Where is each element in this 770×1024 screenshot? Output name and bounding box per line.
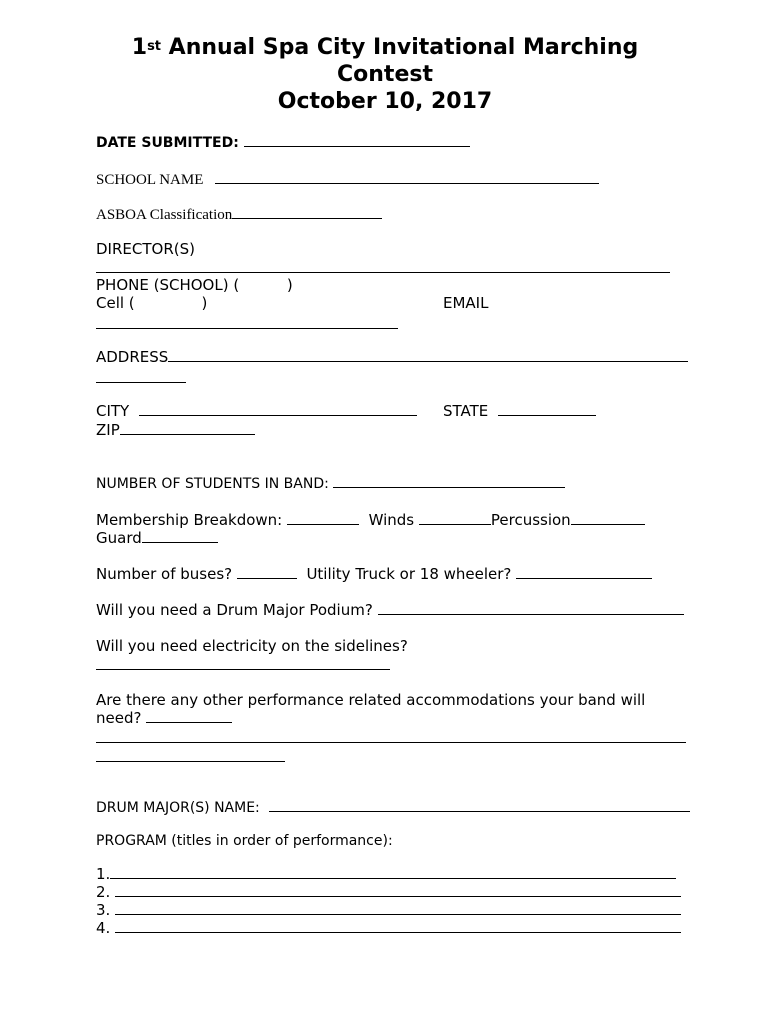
school-name-row xyxy=(96,170,599,189)
program-item-2: 2. xyxy=(96,883,681,901)
students-row xyxy=(96,474,565,493)
winds-label: Winds xyxy=(368,511,415,529)
email-field[interactable] xyxy=(96,328,398,329)
guard-row xyxy=(96,529,218,547)
accommodations-row xyxy=(96,709,232,727)
phone-school-area-code-field[interactable] xyxy=(239,276,287,294)
electricity-label: Will you need electricity on the sidelines? xyxy=(96,637,408,655)
electricity-field[interactable] xyxy=(96,669,390,670)
guard-field[interactable] xyxy=(142,529,218,543)
drum-major-label: DRUM MAJOR(S) NAME: xyxy=(96,800,260,816)
guard-label: Guard xyxy=(96,529,142,547)
membership-row xyxy=(96,511,645,529)
asboa-field[interactable] xyxy=(232,205,382,219)
directors-label: DIRECTOR(S) xyxy=(96,240,195,258)
program-item-2-field[interactable] xyxy=(115,883,681,897)
podium-label: Will you need a Drum Major Podium? xyxy=(96,601,373,619)
form-title xyxy=(0,34,770,115)
accommodations-field[interactable] xyxy=(146,709,232,723)
membership-field[interactable] xyxy=(287,511,359,525)
title-line-2: Contest xyxy=(337,62,433,87)
school-name-label: SCHOOL NAME xyxy=(96,172,204,188)
drum-major-row xyxy=(96,798,690,817)
address-label: ADDRESS xyxy=(96,348,169,366)
utility-truck-field[interactable] xyxy=(516,565,652,579)
zip-row xyxy=(96,421,255,439)
zip-label: ZIP xyxy=(96,421,120,439)
accommodations-field-line-2[interactable] xyxy=(96,742,686,743)
city-label: CITY xyxy=(96,402,130,420)
podium-field[interactable] xyxy=(378,601,684,615)
state-row xyxy=(443,402,596,420)
cell-label: Cell ( xyxy=(96,294,135,312)
buses-label: Number of buses? xyxy=(96,565,233,583)
cell-area-code-field[interactable] xyxy=(135,294,202,312)
program-item-4-field[interactable] xyxy=(115,919,681,933)
podium-row xyxy=(96,601,684,619)
program-label: PROGRAM (titles in order of performance): xyxy=(96,833,393,849)
address-field-continued[interactable] xyxy=(96,382,186,383)
membership-label: Membership Breakdown: xyxy=(96,511,283,529)
program-item-4: 4. xyxy=(96,919,681,937)
city-field[interactable] xyxy=(139,402,417,416)
date-submitted-field[interactable] xyxy=(244,133,470,147)
cell-row: Cell ( ) xyxy=(96,294,208,312)
date-submitted-row xyxy=(96,133,470,152)
accommodations-label-2: need? xyxy=(96,709,142,727)
title-line-3: October 10, 2017 xyxy=(277,89,493,114)
program-item-3: 3. xyxy=(96,901,681,919)
directors-field[interactable] xyxy=(96,272,670,273)
students-field[interactable] xyxy=(333,474,565,488)
program-item-1-field[interactable] xyxy=(110,865,676,879)
buses-field[interactable] xyxy=(237,565,297,579)
title-line-1: 1st Annual Spa City Invitational Marching xyxy=(131,35,639,60)
address-field[interactable] xyxy=(168,348,688,362)
accommodations-label: Are there any other performance related accommodations your band will xyxy=(96,691,646,709)
phone-school-row: PHONE (SCHOOL) ( ) xyxy=(96,276,293,294)
asboa-label: ASBOA Classification xyxy=(96,207,233,223)
students-label: NUMBER OF STUDENTS IN BAND: xyxy=(96,476,329,492)
drum-major-field[interactable] xyxy=(269,798,690,812)
state-label: STATE xyxy=(443,402,489,420)
phone-school-label: PHONE (SCHOOL) ( xyxy=(96,276,240,294)
accommodations-field-line-3[interactable] xyxy=(96,761,285,762)
date-submitted-label: DATE SUBMITTED: xyxy=(96,135,239,151)
winds-field[interactable] xyxy=(419,511,491,525)
zip-field[interactable] xyxy=(120,421,255,435)
city-row xyxy=(96,402,417,420)
email-label: EMAIL xyxy=(443,294,489,312)
percussion-label: Percussion xyxy=(490,511,571,529)
asboa-row xyxy=(96,205,382,224)
percussion-field[interactable] xyxy=(571,511,645,525)
utility-truck-label: Utility Truck or 18 wheeler? xyxy=(306,565,512,583)
state-field[interactable] xyxy=(498,402,596,416)
program-item-3-field[interactable] xyxy=(115,901,681,915)
program-item-1: 1. xyxy=(96,865,676,883)
address-row xyxy=(96,348,688,366)
buses-row xyxy=(96,565,652,583)
school-name-field[interactable] xyxy=(215,170,599,184)
